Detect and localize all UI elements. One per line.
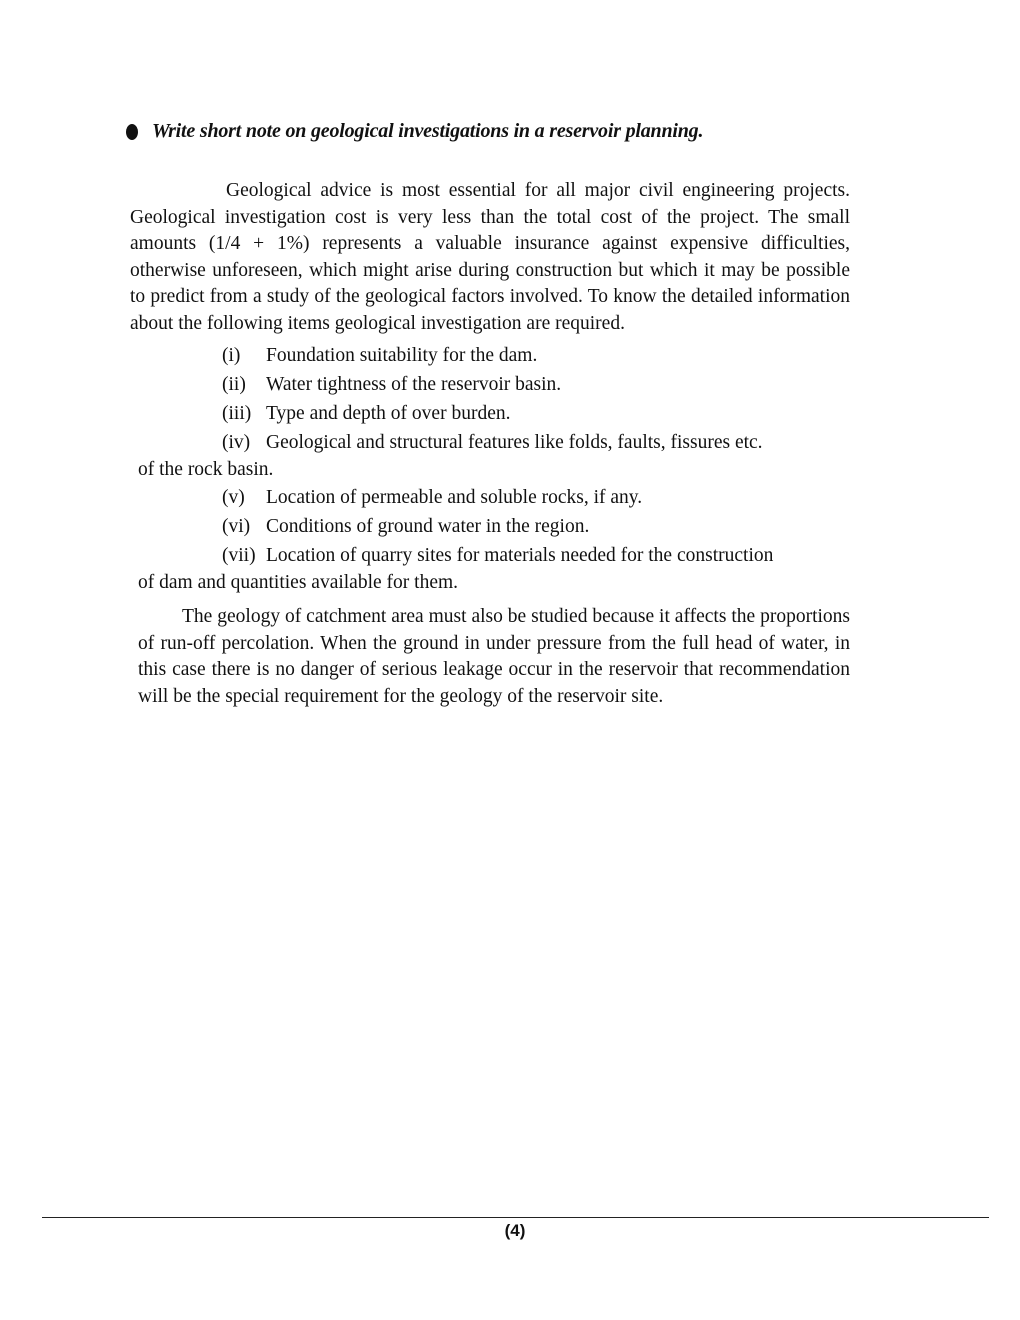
page-number: (4) <box>504 1221 526 1240</box>
item-number: (vii) <box>222 545 256 566</box>
item-text: Location of quarry sites for materials needed for the construction <box>266 545 774 566</box>
intro-paragraph: Geological advice is most essential for all major civil engineering projects. Geological investigation cost is very less than the total cost of the project. The small amounts (1/4 + 1%) represents a valuable insurance against expensive difficulties, otherwise unforeseen, which might arise during construction but which it may be possible to predict from a study of the geological factors involved. To know the detailed information about the following items geological investigation are required. <box>130 180 850 334</box>
item-continuation: of dam and quantities available for them. <box>138 572 459 593</box>
list-item <box>130 428 850 483</box>
item-text: Water tightness of the reservoir basin. <box>266 374 562 395</box>
list-item <box>130 399 850 428</box>
bullet-icon <box>126 124 138 140</box>
investigation-items-list <box>130 341 850 596</box>
question-heading <box>126 120 886 143</box>
list-item <box>130 370 850 399</box>
item-number: (vi) <box>222 516 251 537</box>
item-text: Geological and structural features like folds, faults, fissures etc. <box>266 432 763 453</box>
item-text: Conditions of ground water in the region. <box>266 516 590 537</box>
list-item <box>130 341 850 370</box>
answer-body <box>130 178 850 710</box>
item-text: Type and depth of over burden. <box>266 403 511 424</box>
item-number: (ii) <box>222 374 246 395</box>
item-number: (v) <box>222 487 245 508</box>
footer-divider <box>42 1217 989 1218</box>
list-item <box>130 541 850 596</box>
item-number: (i) <box>222 345 241 366</box>
closing-paragraph: The geology of catchment area must also be studied because it affects the proportions of run-off percolation. When the ground in under pressure from the full head of water, in this case there is no danger of serious leakage occur in the reservoir that recommendation will be the special requirement for the geology of the reservoir site. <box>138 606 850 707</box>
item-text: Location of permeable and soluble rocks, if any. <box>266 487 643 508</box>
item-text: Foundation suitability for the dam. <box>266 345 538 366</box>
list-item <box>130 512 850 541</box>
item-number: (iii) <box>222 403 252 424</box>
item-continuation: of the rock basin. <box>138 459 274 480</box>
item-number: (iv) <box>222 432 251 453</box>
heading-text: Write short note on geological investigations in a reservoir planning. <box>152 120 704 142</box>
list-item <box>130 483 850 512</box>
